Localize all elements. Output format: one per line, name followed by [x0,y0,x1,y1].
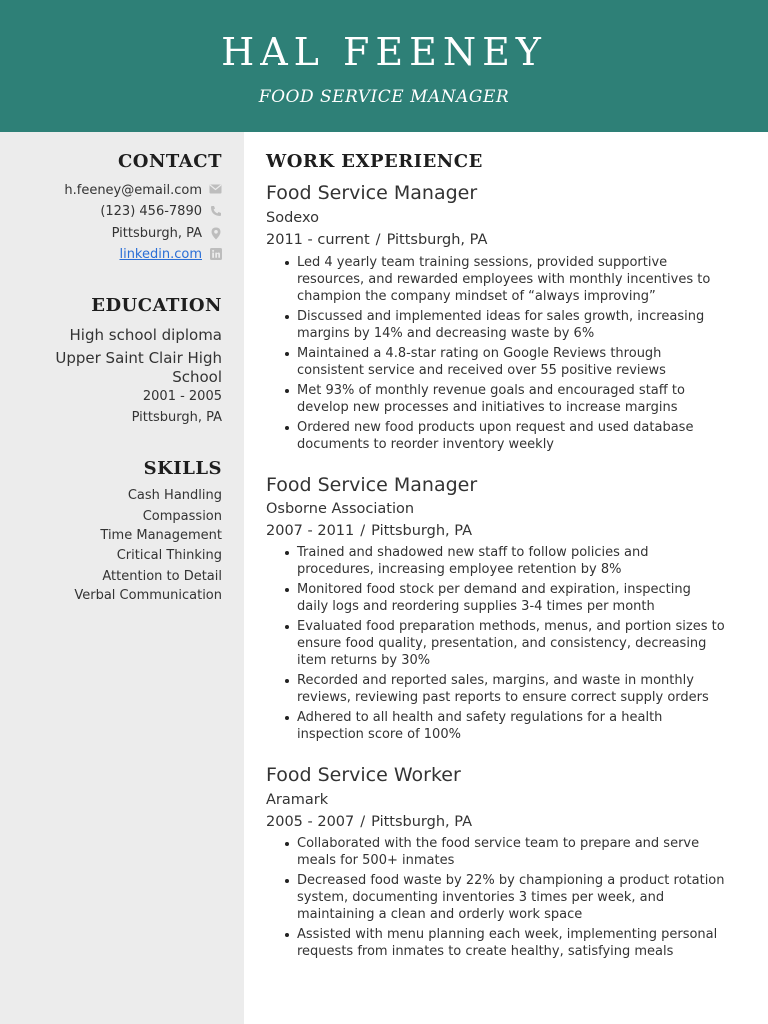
job-meta: 2011 - current / Pittsburgh, PA [266,232,488,248]
education-school-line1: Upper Saint Clair High [55,349,222,367]
linkedin-icon [209,248,222,261]
job-bullet: Discussed and implemented ideas for sales growth, increasing margins by 14% and decreasing waste by 6% [286,308,726,342]
education-heading: EDUCATION [91,295,222,316]
job-bullet: Maintained a 4.8-star rating on Google Reviews through consistent service and received over 55 positive reviews [286,345,726,379]
job-dates: 2007 - 2011 [266,523,355,539]
education-years: 2001 - 2005 [142,389,222,404]
job-title: Food Service Manager [266,474,478,496]
candidate-role: FOOD SERVICE MANAGER [258,87,510,107]
job-bullets [286,544,726,746]
job-company: Osborne Association [266,501,415,517]
skill-item: Cash Handling [127,488,222,503]
contact-phone [100,204,222,219]
phone-icon [209,205,222,218]
education-degree: High school diploma [69,326,222,344]
candidate-name: HAL FEENEY [221,30,547,74]
job-bullet: Assisted with menu planning each week, implementing personal requests from inmates to create healthy, satisfying meals [286,926,726,960]
job-bullet: Collaborated with the food service team to prepare and serve meals for 500+ inmates [286,835,726,869]
contact-email [64,183,222,198]
phone-text: (123) 456-7890 [100,204,202,219]
skill-item: Critical Thinking [116,548,222,563]
education-location: Pittsburgh, PA [131,410,222,425]
contact-linkedin [119,247,222,262]
job-company: Sodexo [266,210,319,226]
resume-header [0,0,768,132]
contact-heading: CONTACT [117,151,222,172]
job-location: Pittsburgh, PA [371,814,472,830]
job-bullets [286,835,726,963]
job-bullet: Met 93% of monthly revenue goals and encouraged staff to develop new processes and initiatives to increase margins [286,382,726,416]
job-location: Pittsburgh, PA [386,232,488,248]
job-bullet: Recorded and reported sales, margins, and waste in monthly reviews, reviewing past reports to ensure correct supply orders [286,672,726,706]
job-location: Pittsburgh, PA [371,523,472,539]
job-bullet: Adhered to all health and safety regulations for a health inspection score of 100% [286,709,726,743]
job-title: Food Service Worker [266,764,461,786]
job-title: Food Service Manager [266,182,478,204]
education-school-line2: School [172,368,222,386]
map-pin-icon [209,227,222,240]
job-meta: 2007 - 2011 / Pittsburgh, PA [266,523,472,539]
skills-heading: SKILLS [143,458,222,479]
linkedin-link[interactable]: linkedin.com [119,247,202,262]
skill-item: Compassion [142,509,222,524]
skill-item: Time Management [100,528,222,543]
email-text: h.feeney@email.com [64,183,202,198]
job-bullet: Trained and shadowed new staff to follow policies and procedures, increasing employee retention by 8% [286,544,726,578]
job-dates: 2005 - 2007 [266,814,355,830]
job-bullet: Led 4 yearly team training sessions, provided supportive resources, and rewarded employees with monthly incentives to champion the company mindset of “always improving” [286,254,726,305]
job-meta: 2005 - 2007 / Pittsburgh, PA [266,814,472,830]
job-company: Aramark [266,792,329,808]
job-dates: 2011 - current [266,232,370,248]
skill-item: Attention to Detail [102,569,222,584]
job-bullet: Ordered new food products upon request and used database documents to reorder inventory weekly [286,419,726,453]
job-bullet: Evaluated food preparation methods, menus, and portion sizes to ensure food quality, presentation, and consistency, decreasing item returns by 30% [286,618,726,669]
contact-location [112,226,222,241]
sidebar [0,132,244,1024]
job-bullets [286,254,726,456]
job-bullet: Decreased food waste by 22% by championing a product rotation system, documenting inventories 3 times per week, and maintaining a clean and orderly work space [286,872,726,923]
skill-item: Verbal Communication [74,588,222,603]
location-text: Pittsburgh, PA [111,226,202,241]
envelope-icon [209,184,222,197]
work-experience-heading: WORK EXPERIENCE [266,151,483,172]
job-bullet: Monitored food stock per demand and expiration, inspecting daily logs and reordering supplies 3-4 times per month [286,581,726,615]
